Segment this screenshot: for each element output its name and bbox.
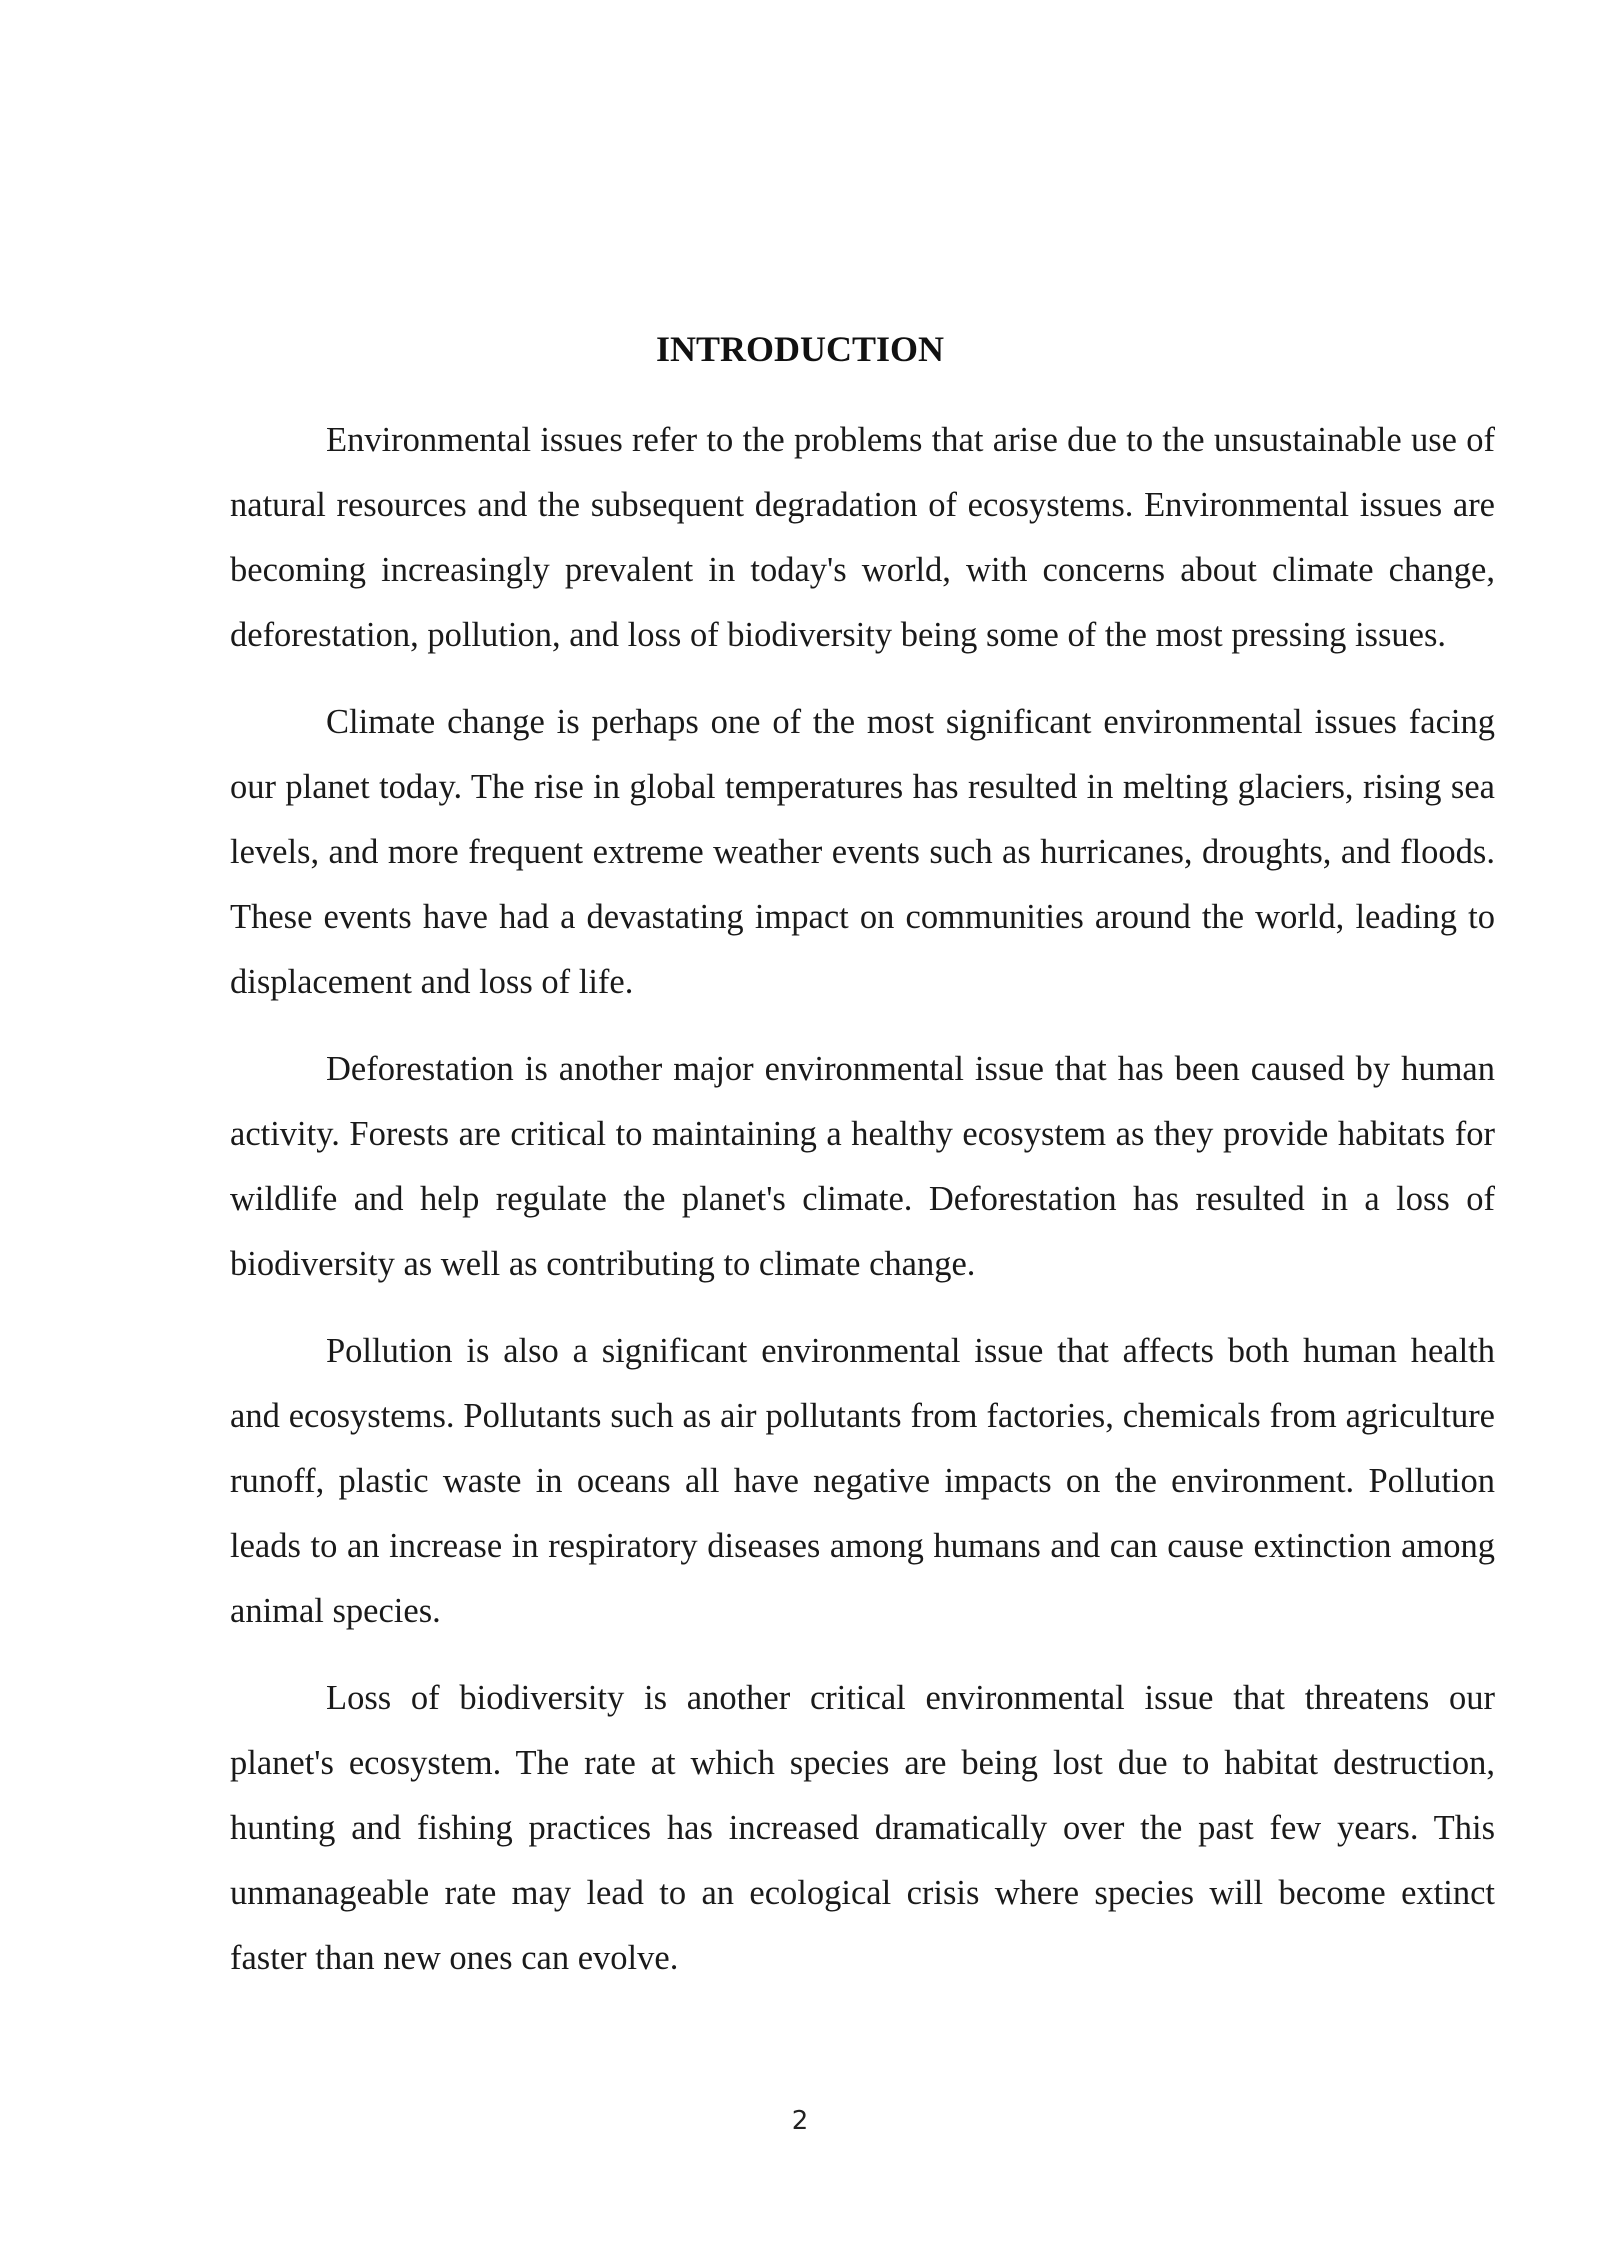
document-body	[230, 408, 1495, 2013]
paragraph-deforestation: Deforestation is another major environmental issue that has been caused by human activity. Forests are critical to maintaining a healthy ecosystem as they provide habitats for wildlife and help regulate the planet's climate. Deforestation has resulted in a loss of biodiversity as well as contributing to climate change.	[230, 1050, 1495, 1283]
page-number: 2	[791, 2106, 809, 2136]
paragraph-pollution: Pollution is also a significant environmental issue that affects both human health and ecosystems. Pollutants such as air pollutants from factories, chemicals from agriculture runoff, plastic waste in oceans all have negative impacts on the environment. Pollution leads to an increase in respiratory diseases among humans and can cause extinction among animal species.	[230, 1332, 1495, 1630]
page-title: INTRODUCTION	[655, 329, 945, 369]
paragraph-climate-change: Climate change is perhaps one of the most significant environmental issues facing our planet today. The rise in global temperatures has resulted in melting glaciers, rising sea levels, and more frequent extreme weather events such as hurricanes, droughts, and floods. These events have had a devastating impact on communities around the world, leading to displacement and loss of life.	[230, 703, 1495, 1001]
paragraph-biodiversity: Loss of biodiversity is another critical environmental issue that threatens our planet's ecosystem. The rate at which species are being lost due to habitat destruction, hunting and fishing practices has increased dramatically over the past few years. This unmanageable rate may lead to an ecological crisis where species will become extinct faster than new ones can evolve.	[230, 1679, 1495, 1977]
paragraph-intro: Environmental issues refer to the problems that arise due to the unsustainable use of natural resources and the subsequent degradation of ecosystems. Environmental issues are becoming increasingly prevalent in today's world, with concerns about climate change, deforestation, pollution, and loss of biodiversity being some of the most pressing issues.	[230, 421, 1495, 654]
